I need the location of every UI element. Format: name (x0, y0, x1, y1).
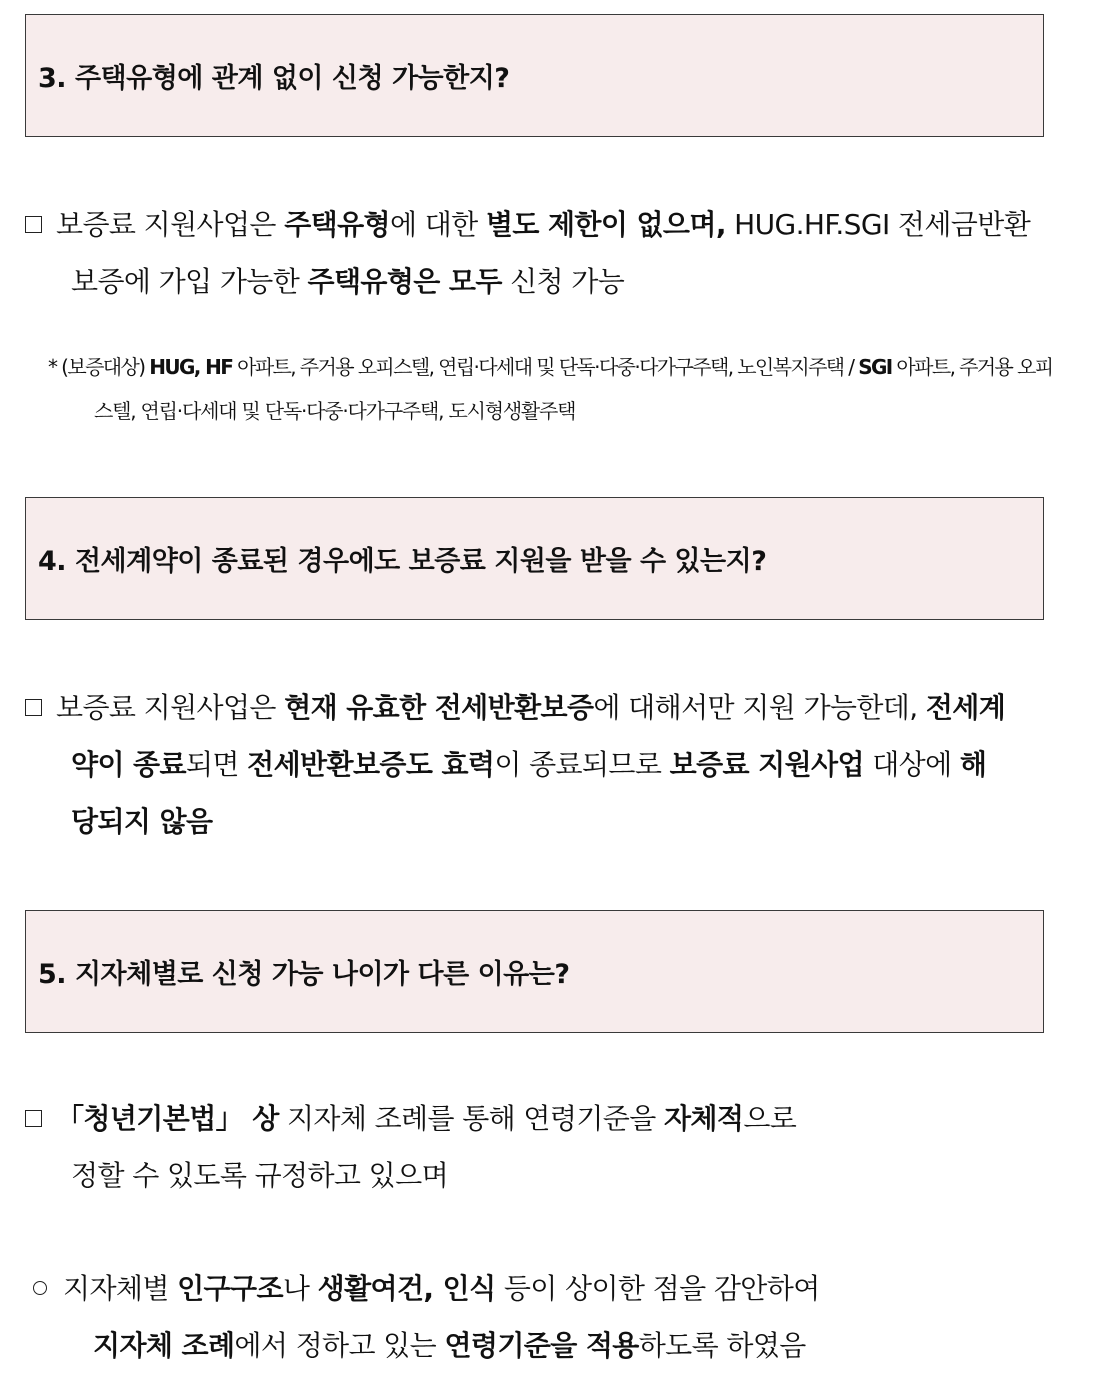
answer-3 (25, 196, 1060, 310)
answer-5-sub (33, 1260, 1068, 1374)
answer-5-sub-line-2: 지자체 조례에서 정하고 있는 연령기준을 적용하도록 하였음 (93, 1329, 806, 1362)
question-title-3: 3. 주택유형에 관계 없이 신청 가능한지? (38, 63, 510, 94)
answer-4-line-3: 당되지 않음 (71, 805, 213, 838)
answer-5-line-1: 「청년기본법」 상 지자체 조례를 통해 연령기준을 자체적으로 (25, 1090, 1060, 1147)
note-3-line-1: * (보증대상) HUG, HF 아파트, 주거용 오피스텔, 연립·다세대 및 단독·다중·다가구주택, 노인복지주택 / SGI 아파트, 주거용 오피 (48, 355, 1053, 379)
answer-4-line-2: 약이 종료되면 전세반환보증도 효력이 종료되므로 보증료 지원사업 대상에 해 (71, 748, 987, 781)
question-box-4 (25, 497, 1044, 620)
answer-4 (25, 679, 1060, 850)
question-title-5: 5. 지자체별로 신청 가능 나이가 다른 이유는? (38, 959, 570, 990)
answer-5-line-2: 정할 수 있도록 규정하고 있으며 (71, 1159, 449, 1192)
answer-5-sub-line-1: 지자체별 인구구조나 생활여건, 인식 등이 상이한 점을 감안하여 (33, 1260, 1068, 1317)
question-box-5 (25, 910, 1044, 1033)
answer-5 (25, 1090, 1060, 1204)
checkbox-bullet-icon (25, 216, 42, 233)
checkbox-bullet-icon (25, 1110, 42, 1127)
note-3 (48, 345, 1060, 433)
answer-4-line-1: 보증료 지원사업은 현재 유효한 전세반환보증에 대해서만 지원 가능한데, 전세계 (25, 679, 1060, 736)
note-3-line-2: 스텔, 연립·다세대 및 단독·다중·다가구주택, 도시형생활주택 (94, 399, 576, 423)
circle-bullet-icon (33, 1281, 47, 1295)
question-title-4: 4. 전세계약이 종료된 경우에도 보증료 지원을 받을 수 있는지? (38, 546, 767, 577)
checkbox-bullet-icon (25, 699, 42, 716)
answer-3-line-2: 보증에 가입 가능한 주택유형은 모두 신청 가능 (71, 265, 625, 298)
answer-3-line-1: 보증료 지원사업은 주택유형에 대한 별도 제한이 없으며, HUG.HF.SGI 전세금반환 (25, 196, 1060, 253)
question-box-3 (25, 14, 1044, 137)
